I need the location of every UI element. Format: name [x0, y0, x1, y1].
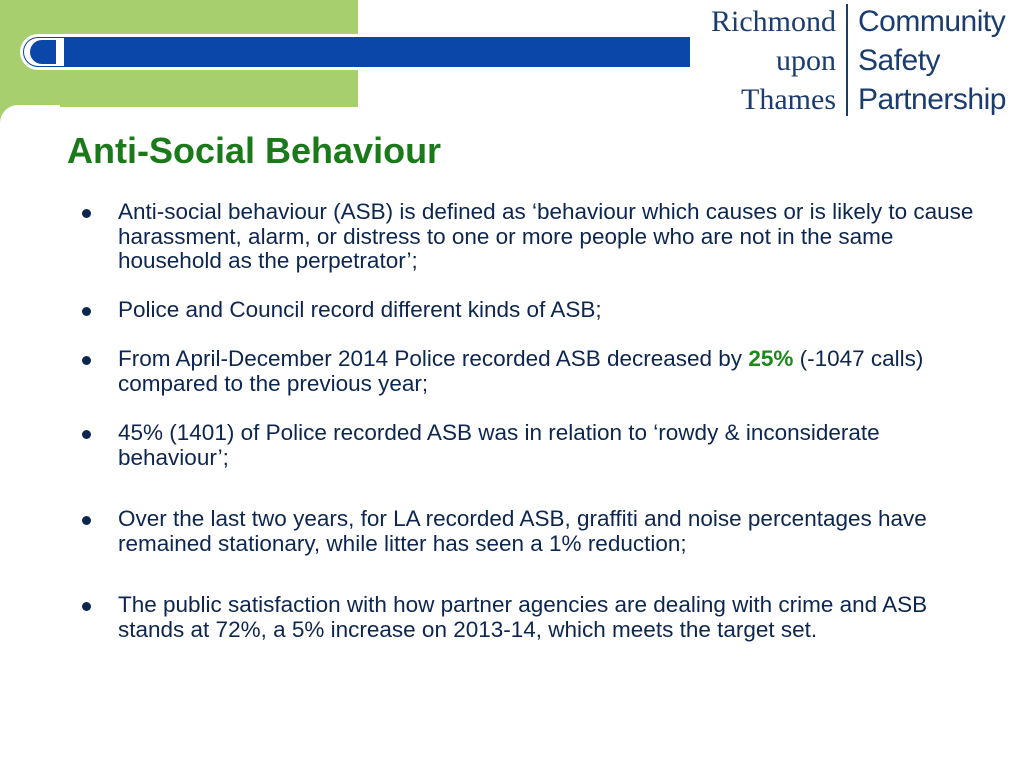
slide-title: Anti-Social Behaviour	[67, 130, 442, 171]
logo-partnership-name	[858, 2, 1006, 119]
bullet-dot-icon	[82, 430, 91, 439]
bullet-dot-icon	[82, 307, 91, 316]
logo-word: Safety	[858, 44, 941, 77]
header-blue-bar-end	[30, 40, 56, 64]
asb-decrease-highlight: 25%	[748, 346, 794, 371]
bullet-text: (-1047 calls) compared to the previous year;	[118, 346, 924, 396]
bullet-dot-icon	[82, 602, 91, 611]
bullet-dot-icon	[82, 356, 91, 365]
bullet-text: The public satisfaction with how partner agencies are dealing with crime and ASB stands at 72%, a 5% increase on 2013-14, which meets the target set.	[118, 592, 928, 642]
logo-word: Community	[858, 5, 1006, 38]
logo-word: upon	[776, 44, 836, 77]
bullet-item	[78, 507, 988, 556]
bullet-item	[78, 298, 988, 323]
header-blue-bar	[20, 34, 690, 70]
bullet-item	[78, 200, 988, 274]
bullet-item	[78, 593, 988, 642]
bullet-text: Over the last two years, for LA recorded ASB, graffiti and noise percentages have remained stationary, while litter has seen a 1% reduction;	[118, 506, 927, 556]
logo-word: Richmond	[711, 5, 836, 38]
header-curve	[0, 105, 60, 165]
bullet-text: From April-December 2014 Police recorded ASB decreased by	[118, 346, 749, 371]
bullet-list	[78, 200, 988, 642]
bullet-text: Anti-social behaviour (ASB) is defined as ‘behaviour which causes or is likely to cause harassment, alarm, or distress to one or more people who are not in the same household as the perpetrator’;	[118, 199, 974, 273]
bullet-item	[78, 421, 988, 470]
bullet-item	[78, 347, 988, 396]
bullet-text: Police and Council record different kinds of ASB;	[118, 296, 602, 322]
bullet-dot-icon	[82, 209, 91, 218]
logo-word: Thames	[741, 83, 836, 116]
bullet-text: 45% (1401) of Police recorded ASB was in relation to ‘rowdy & inconsiderate behaviour’;	[118, 420, 880, 470]
partnership-logo	[692, 0, 1024, 122]
logo-word: Partnership	[858, 83, 1006, 116]
logo-council-name	[711, 2, 836, 119]
logo-divider	[846, 4, 848, 116]
bullet-dot-icon	[82, 516, 91, 525]
